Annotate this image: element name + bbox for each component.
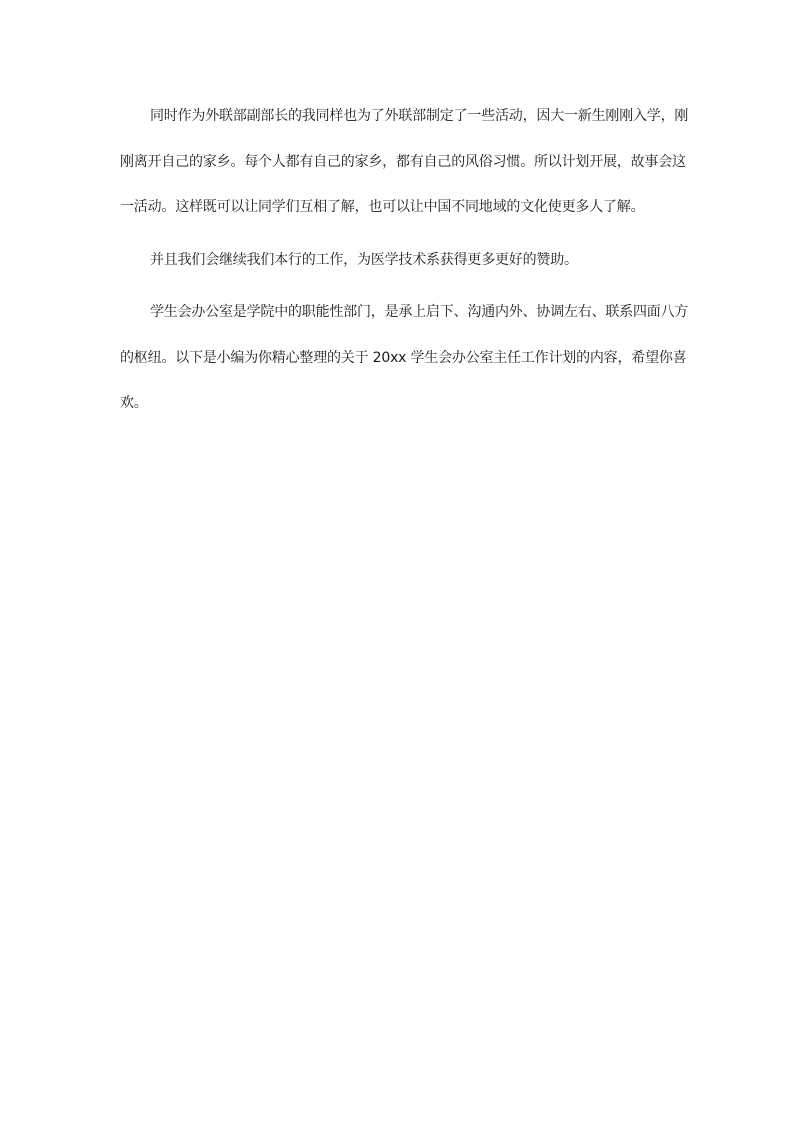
paragraph-3: 学生会办公室是学院中的职能性部门，是承上启下、沟通内外、协调左右、联系四面八方的枢纽。以下是小编为你精心整理的关于 20xx 学生会办公室主任工作计划的内容，希望你喜欢。 [120, 304, 689, 411]
paragraph-2: 并且我们会继续我们本行的工作，为医学技术系获得更多更好的赞助。 [150, 251, 578, 268]
paragraph-1: 同时作为外联部副部长的我同样也为了外联部制定了一些活动，因大一新生刚刚入学，刚刚离开自己的家乡。每个人都有自己的家乡，都有自己的风俗习惯。所以计划开展，故事会这一活动。这样既可以让同学们互相了解，也可以让中国不同地域的文化使更多人了解。 [120, 108, 689, 215]
document-body [120, 94, 690, 427]
